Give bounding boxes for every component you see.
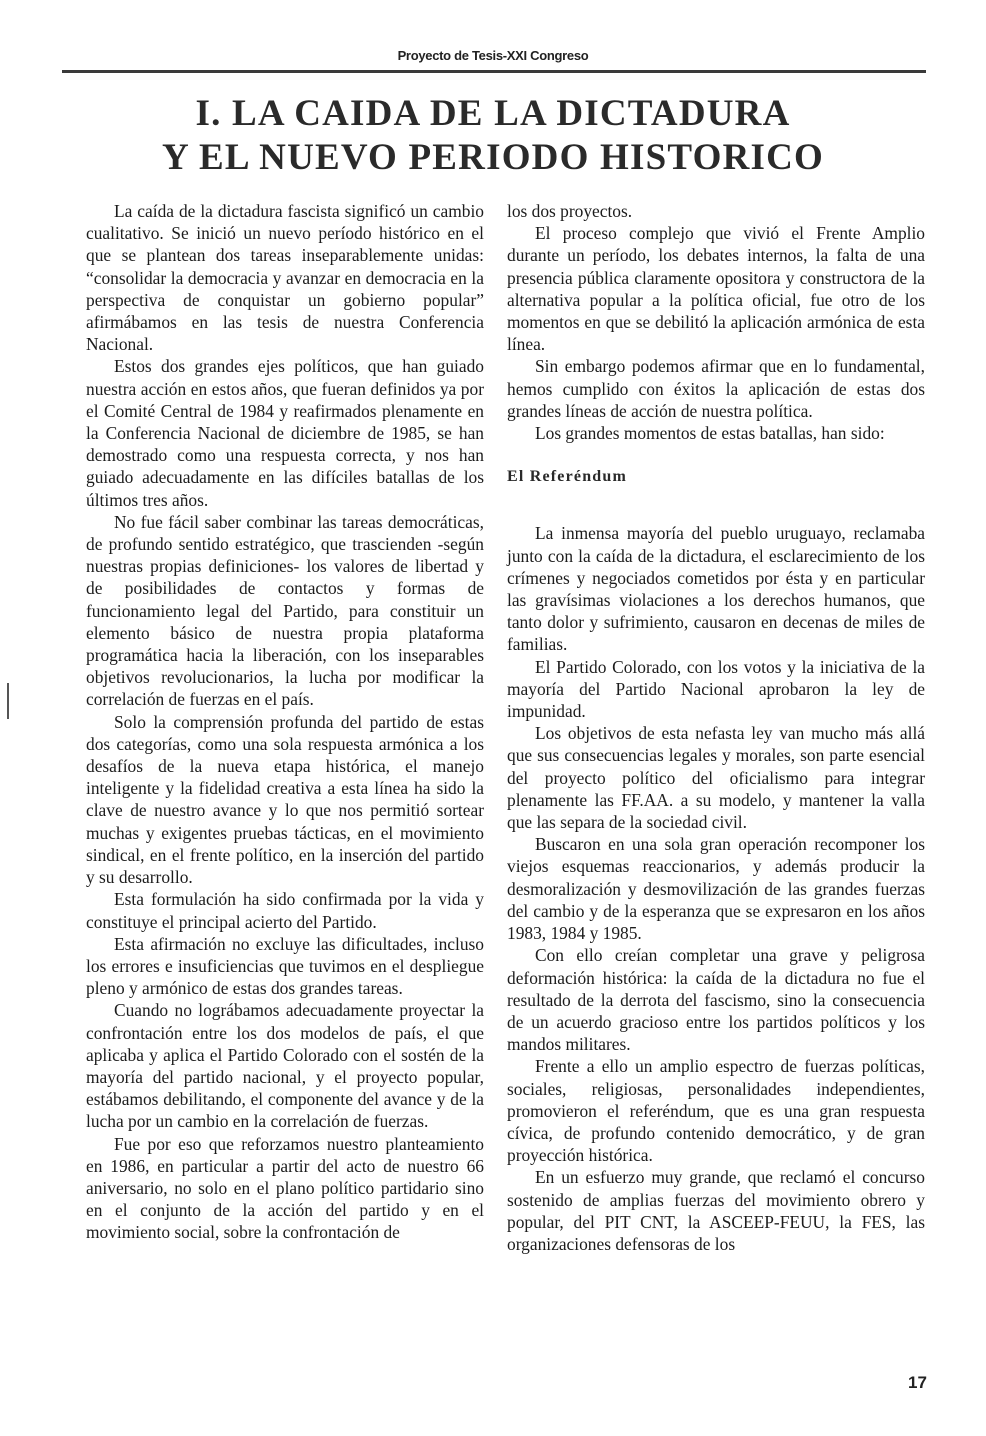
- paragraph: Con ello creían completar una grave y peligrosa deformación histórica: la caída de la dictadura no fue el resultado de la derrota del fascismo, sino la consecuencia de un acuerdo gracioso entre los partidos políticos y los mandos militares.: [507, 945, 925, 1055]
- paragraph: Los objetivos de esta nefasta ley van mucho más allá que sus consecuencias legales y morales, son parte esencial del proyecto político del oficialismo para integrar plenamente las FF.AA. a su modelo, y mantener la valla que las separa de la sociedad civil.: [507, 723, 925, 833]
- paragraph: La inmensa mayoría del pueblo uruguayo, reclamaba junto con la caída de la dictadura, el esclarecimiento de los crímenes y negociados cometidos por ésta y en particular las gravísimas violaciones a los derechos humanos, que tanto dolor y sufrimiento, causaron en decenas de miles de familias.: [507, 523, 925, 655]
- margin-mark: [7, 683, 9, 719]
- paragraph: Solo la comprensión profunda del partido de estas dos categorías, como una sola respuesta armónica a los desafíos de la nueva etapa histórica, el manejo inteligente y la fidelidad creativa a esta línea ha sido la clave de nuestro avance y lo que nos permitió sortear muchas y exigentes pruebas tácticas, en el movimiento sindical, en el frente político, en la inserción del partido y su desarrollo.: [86, 711, 484, 888]
- paragraph: Cuando no lográbamos adecuadamente proyectar la confrontación entre los dos modelos de país, el que aplicaba y aplica el Partido Colorado con el sostén de la mayoría del partido nacional, y el proyecto popular, estábamos debilitando, el componente del avance y de la lucha por un cambio en la correlación de fuerzas.: [86, 1000, 484, 1132]
- running-head: Proyecto de Tesis-XXI Congreso: [397, 48, 589, 63]
- header-rule: [62, 70, 926, 73]
- paragraph: Los grandes momentos de estas batallas, han sido:: [535, 423, 885, 444]
- right-column: [507, 200, 925, 1255]
- paragraph: El Partido Colorado, con los votos y la iniciativa de la mayoría del Partido Nacional aprobaron la ley de impunidad.: [507, 656, 925, 722]
- section-heading: El Referéndum: [507, 468, 628, 486]
- chapter-title-line-1: I. LA CAIDA DE LA DICTADURA: [195, 93, 791, 134]
- paragraph: Esta formulación ha sido confirmada por la vida y constituye el principal acierto del Partido.: [86, 889, 484, 932]
- paragraph: Fue por eso que reforzamos nuestro planteamiento en 1986, en particular a partir del acto de nuestro 66 aniversario, no solo en el plano político partidario sino en el conjunto de la acción del partido y en el movimiento social, sobre la confrontación de: [86, 1133, 484, 1243]
- paragraph: Estos dos grandes ejes políticos, que han guiado nuestra acción en estos años, que fueran definidos ya por el Comité Central de 1984 y reafirmados plenamente en la Conferencia Nacional de diciembre de 1985, se han demostrado como una respuesta correcta, y nos han guiado adecuadamente en las difíciles batallas de los últimos tres años.: [86, 356, 484, 510]
- paragraph-continuation: los dos proyectos.: [507, 201, 633, 221]
- paragraph: Frente a ello un amplio espectro de fuerzas políticas, sociales, religiosas, personalidades independientes, promovieron el referéndum, que es una gran respuesta cívica, de profundo contenido democrático, y de gran proyección histórica.: [507, 1056, 925, 1166]
- paragraph: Buscaron en una sola gran operación recomponer los viejos esquemas reaccionarios, y además producir la desmoralización y desmovilización de las grandes fuerzas del cambio y de la esperanza que se expresaron en los años 1983, 1984 y 1985.: [507, 834, 925, 944]
- left-column: [86, 200, 484, 1244]
- paragraph: El proceso complejo que vivió el Frente Amplio durante un período, los debates internos, la falta de una presencia pública claramente opositora y constructora de la alternativa popular a la política oficial, fue otro de los momentos en que se debilitó la aplicación armónica de esta línea.: [507, 223, 925, 355]
- page-number: 17: [908, 1373, 927, 1392]
- chapter-title-line-2: Y EL NUEVO PERIODO HISTORICO: [162, 137, 824, 178]
- paragraph: No fue fácil saber combinar las tareas democráticas, de profundo sentido estratégico, que trascienden -según nuestras propias definiciones- los valores de libertad y de posibilidades de contactos y formas de funcionamiento legal del Partido, para constituir un elemento básico de nuestra propia plataforma programática hacia la liberación, con los inseparables objetivos revolucionarios, la lucha por modificar la correlación de fuerzas en el país.: [86, 511, 484, 710]
- chapter-title: [0, 92, 986, 180]
- paragraph: Sin embargo podemos afirmar que en lo fundamental, hemos cumplido con éxitos la aplicación de estas dos grandes líneas de acción de nuestra política.: [507, 356, 925, 421]
- paragraph: Esta afirmación no excluye las dificultades, incluso los errores e insuficiencias que tuvimos en el despliegue pleno y armónico de estas dos grandes tareas.: [86, 933, 484, 999]
- paragraph: La caída de la dictadura fascista significó un cambio cualitativo. Se inició un nuevo período histórico en el que se plantean dos tareas inseparablemente unidas: “consolidar la democracia y avanzar en democracia en la perspectiva de conquistar un gobierno popular” afirmábamos en las tesis de nuestra Conferencia Nacional.: [86, 201, 484, 355]
- paragraph: En un esfuerzo muy grande, que reclamó el concurso sostenido de amplias fuerzas del movimiento obrero y popular, del PIT CNT, la ASCEEP-FEUU, la FES, las organizaciones defensoras de los: [507, 1167, 925, 1254]
